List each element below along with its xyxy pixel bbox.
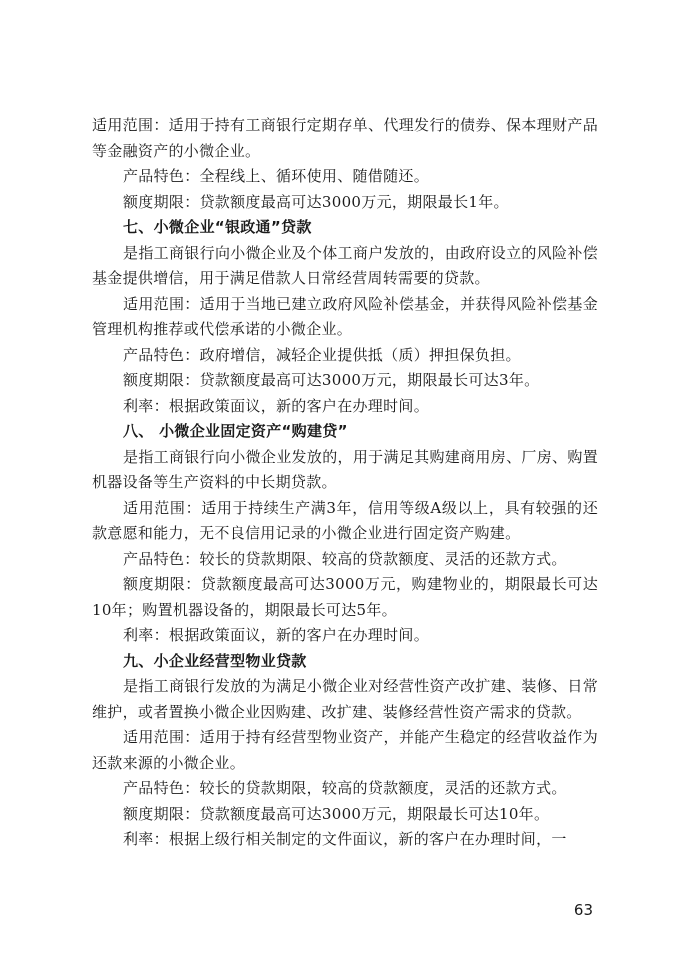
- paragraph: 额度期限：贷款额度最高可达3000万元，期限最长可达10年。: [123, 804, 550, 823]
- paragraph: 产品特色：全程线上、循环使用、随借随还。: [123, 167, 430, 185]
- page-number: 63: [573, 901, 593, 919]
- paragraph: 产品特色：较长的贷款期限，较高的贷款额度，灵活的还款方式。: [123, 779, 567, 797]
- paragraph: 是指工商银行向小微企业及个体工商户发放的，由政府设立的风险补偿基金提供增信，用于满足借款人日常经营周转需要的贷款。: [92, 243, 598, 287]
- paragraph: 额度期限：贷款额度最高可达3000万元，期限最长1年。: [123, 192, 509, 211]
- document-body: [92, 113, 598, 853]
- paragraph: 适用范围：适用于持有工商银行定期存单、代理发行的债券、保本理财产品等金融资产的小微企业。: [92, 116, 598, 160]
- paragraph: 利率：根据政策面议，新的客户在办理时间。: [123, 626, 430, 644]
- paragraph: 适用范围：适用于持有经营型物业资产，并能产生稳定的经营收益作为还款来源的小微企业。: [92, 728, 598, 772]
- paragraph: 利率：根据上级行相关制定的文件面议，新的客户在办理时间，一: [123, 830, 567, 848]
- section-heading: 七、小微企业“银政通”贷款: [123, 218, 312, 236]
- paragraph: 适用范围：适用于当地已建立政府风险补偿基金，并获得风险补偿基金管理机构推荐或代偿承诺的小微企业。: [92, 294, 598, 338]
- paragraph: 是指工商银行发放的为满足小微企业对经营性资产改扩建、装修、日常维护，或者置换小微企业因购建、改扩建、装修经营性资产需求的贷款。: [92, 677, 598, 721]
- paragraph: 适用范围：适用于持续生产满3年，信用等级A级以上，具有较强的还款意愿和能力，无不良信用记录的小微企业进行固定资产购建。: [92, 498, 598, 542]
- paragraph: 额度期限：贷款额度最高可达3000万元，期限最长可达3年。: [123, 371, 540, 389]
- paragraph: 额度期限：贷款额度最高可达3000万元，购建物业的，期限最长可达10年；购置机器设备的，期限最长可达5年。: [92, 575, 598, 619]
- paragraph: 利率：根据政策面议，新的客户在办理时间。: [123, 396, 430, 415]
- paragraph: 产品特色：较长的贷款期限、较高的贷款额度、灵活的还款方式。: [123, 549, 567, 568]
- paragraph: 是指工商银行向小微企业发放的，用于满足其购建商用房、厂房、购置机器设备等生产资料的中长期贷款。: [92, 447, 598, 491]
- section-heading: 九、小企业经营型物业贷款: [123, 651, 307, 670]
- section-heading: 八、 小微企业固定资产“购建贷”: [123, 422, 348, 440]
- paragraph: 产品特色：政府增信，减轻企业提供抵（质）押担保负担。: [123, 345, 521, 364]
